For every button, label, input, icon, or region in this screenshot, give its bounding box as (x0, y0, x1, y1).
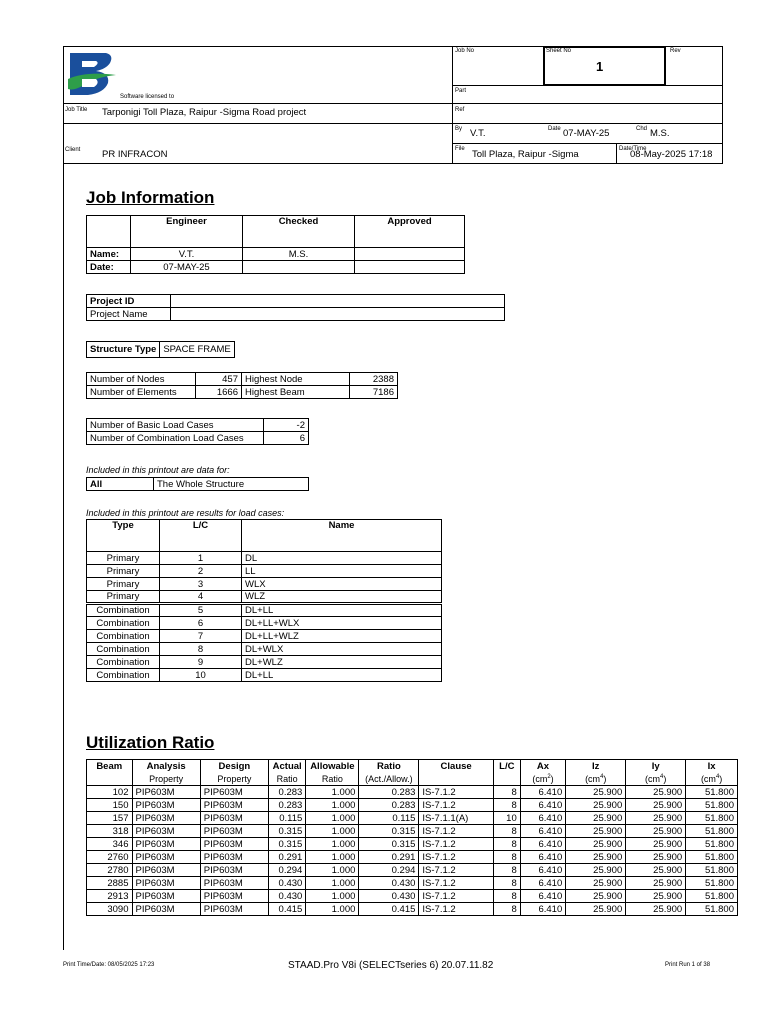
load-case-row: Combination 8 DL+WLX (87, 643, 442, 656)
sheet-no: 1 (596, 59, 604, 74)
util-table-row: 150 PIP603M PIP603M 0.283 1.000 0.283 IS-7.1.2 8 6.410 25.900 25.900 51.800 (87, 799, 738, 812)
load-case-row: Primary 2 LL (87, 565, 442, 578)
client-value: PR INFRACON (102, 149, 168, 160)
load-case-count-table: Number of Basic Load Cases -2 Number of Combination Load Cases 6 (86, 418, 309, 445)
ref-label: Ref (455, 107, 465, 113)
load-case-row: Primary 4 WLZ (87, 591, 442, 604)
load-case-row: Combination 10 DL+LL (87, 669, 442, 682)
util-table-row: 3090 PIP603M PIP603M 0.415 1.000 0.415 IS-7.1.2 8 6.410 25.900 25.900 51.800 (87, 903, 738, 916)
util-table-row: 2885 PIP603M PIP603M 0.430 1.000 0.430 IS-7.1.2 8 6.410 25.900 25.900 51.800 (87, 877, 738, 890)
date-value: 07-MAY-25 (563, 128, 610, 139)
util-table-row: 346 PIP603M PIP603M 0.315 1.000 0.315 IS-7.1.2 8 6.410 25.900 25.900 51.800 (87, 838, 738, 851)
file-value: Toll Plaza, Raipur -Sigma (472, 149, 579, 160)
chd-value: M.S. (650, 128, 670, 139)
job-no-label: Job No (455, 48, 475, 54)
project-table: Project ID Project Name (86, 294, 505, 321)
part-label: Part (455, 88, 467, 94)
util-header-row: Beam Analysis Design Actual Allowable Ratio Clause L/C Ax Iz Iy Ix (87, 760, 738, 773)
by-label: By (455, 126, 463, 132)
load-cases-table: Type L/C Name Primary 1 DL Primary 2 LL Primary 3 WLX Primary 4 WLZ Combination 5 DL+LL Combination 6 DL+LL+WLX Combination 7 DL+LL+WLZ Combination 8 DL+WLX Combination 9 DL+WLZ Combination 10 DL+LL (86, 519, 442, 682)
util-table-row: 318 PIP603M PIP603M 0.315 1.000 0.315 IS-7.1.2 8 6.410 25.900 25.900 51.800 (87, 825, 738, 838)
job-title: Tarponigi Toll Plaza, Raipur -Sigma Road project (102, 107, 307, 118)
job-info-title: Job Information (86, 188, 215, 207)
utilization-table (86, 759, 738, 916)
sheet-no-label: Sheet No (546, 48, 572, 54)
included-data-note: Included in this printout are data for: (86, 465, 230, 475)
print-time: Print Time/Date: 08/05/2025 17:23 (63, 962, 155, 968)
all-table: All The Whole Structure (86, 477, 309, 491)
util-table-row: 2760 PIP603M PIP603M 0.291 1.000 0.291 IS-7.1.2 8 6.410 25.900 25.900 51.800 (87, 851, 738, 864)
structure-type-table: Structure Type SPACE FRAME (86, 341, 235, 358)
datetime-value: 08-May-2025 17:18 (630, 149, 713, 160)
utilization-title: Utilization Ratio (86, 733, 215, 752)
load-case-row: Combination 9 DL+WLZ (87, 656, 442, 669)
software-version: STAAD.Pro V8i (SELECTseries 6) 20.07.11.82 (288, 960, 494, 971)
util-table-row: 102 PIP603M PIP603M 0.283 1.000 0.283 IS-7.1.2 8 6.410 25.900 25.900 51.800 (87, 786, 738, 799)
client-label: Client (65, 147, 81, 153)
util-table-row: 157 PIP603M PIP603M 0.115 1.000 0.115 IS-7.1.1(A) 10 6.410 25.900 25.900 51.800 (87, 812, 738, 825)
print-run: Print Run 1 of 38 (665, 962, 711, 968)
datetime-label: Date/Time (619, 146, 647, 152)
licensed-label: Software licensed to (120, 94, 175, 100)
job-info-table: Engineer Checked Approved Name: V.T. M.S. Date: 07-MAY-25 (86, 215, 465, 274)
included-results-note: Included in this printout are results for load cases: (86, 508, 285, 518)
load-case-row: Combination 5 DL+LL (87, 604, 442, 617)
util-table-row: 2913 PIP603M PIP603M 0.430 1.000 0.430 IS-7.1.2 8 6.410 25.900 25.900 51.800 (87, 890, 738, 903)
date-label: Date (548, 126, 561, 132)
rev-label: Rev (670, 48, 681, 54)
load-case-row: Primary 3 WLX (87, 578, 442, 591)
chd-label: Chd (636, 126, 648, 132)
load-case-row: Combination 6 DL+LL+WLX (87, 617, 442, 630)
counts-table: Number of Nodes 457 Highest Node 2388 Number of Elements 1666 Highest Beam 7186 (86, 372, 398, 399)
load-case-row: Primary 1 DL (87, 552, 442, 565)
util-table-row: 2780 PIP603M PIP603M 0.294 1.000 0.294 IS-7.1.2 8 6.410 25.900 25.900 51.800 (87, 864, 738, 877)
util-header-row-units: Property Property Ratio Ratio (Act./Allow.) $(cm^2)$ $(cm^4)$ $(cm^4)$ $(cm^4)$ (87, 773, 738, 786)
file-label: File (455, 146, 465, 152)
staad-logo-icon (66, 49, 118, 99)
load-case-row: Combination 7 DL+LL+WLZ (87, 630, 442, 643)
by-value: V.T. (470, 128, 486, 139)
job-title-label: Job Title (65, 107, 88, 113)
